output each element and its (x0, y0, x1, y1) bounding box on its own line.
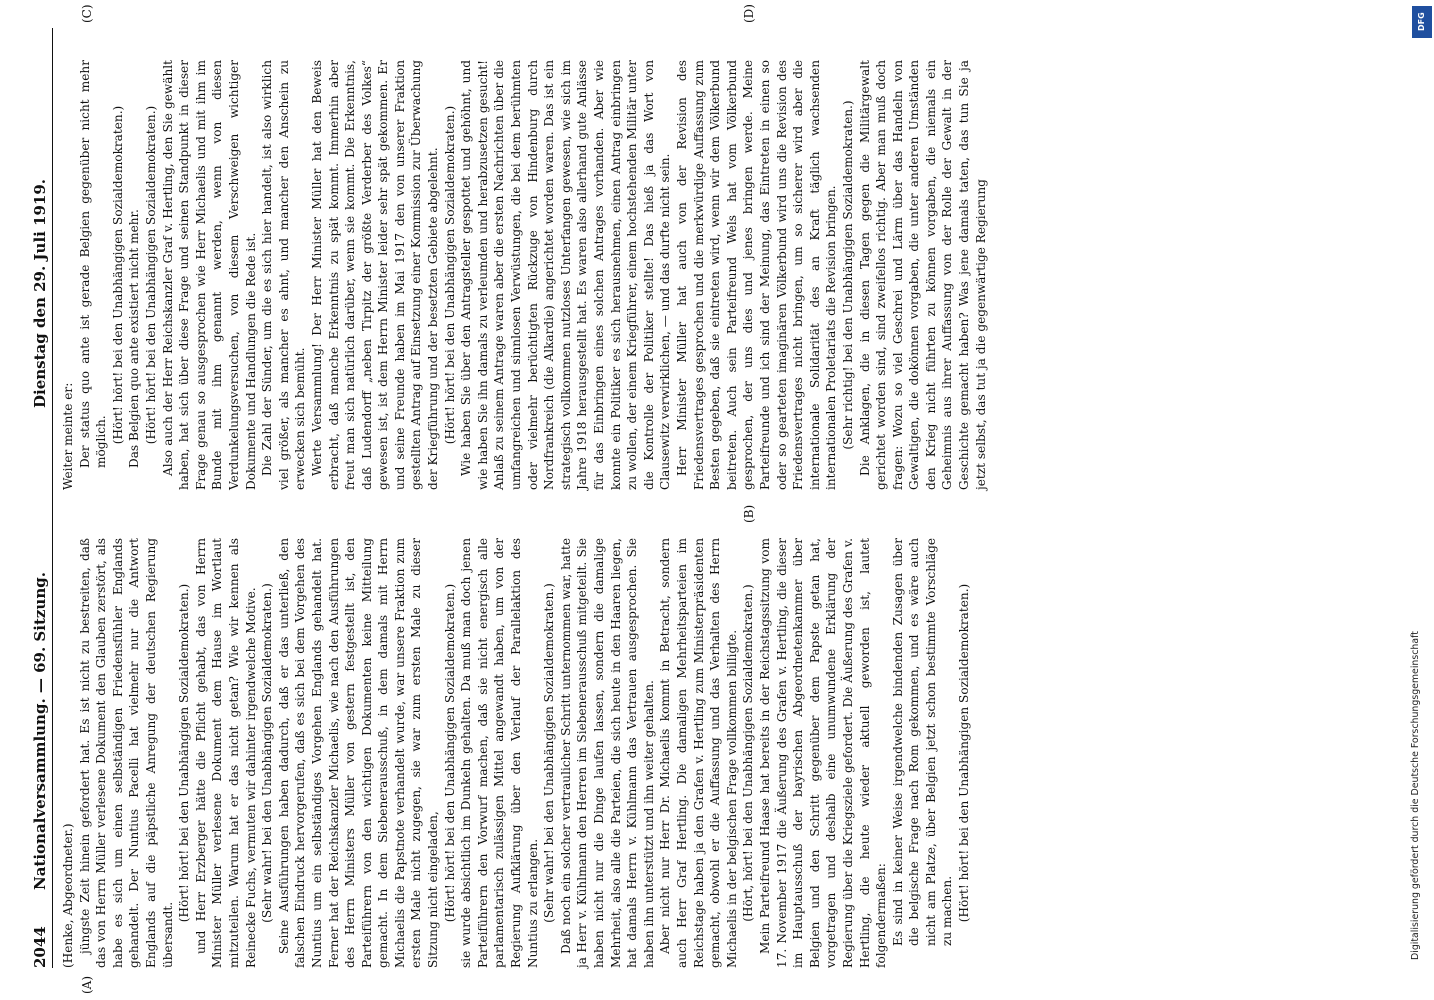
document-page (30, 4, 1418, 994)
paragraph: Also auch der Herr Reichskanzler Graf v. Hertling, den Sie gewählt haben, hat sich über diese Frage und seinen Standpunkt in dieser Frage genau so ausgesprochen wie Herr Michaelis und mit ihm im Bunde mit ihm genannt werden, wenn von diesen Verdunkelungsversuchen, von diesem Verschweigen wichtiger Dokumente und Handlungen die Rede ist. (160, 60, 258, 490)
margin-mark-c: (C) (80, 4, 94, 23)
interjection: (Hört, hört! bei den Unabhängigen Sozialdemokraten.) (741, 584, 756, 922)
interjection: (Hört! hört! bei den Unabhängigen Sozialdemokraten.) (143, 105, 158, 445)
interjection: (Sehr wahr! bei den Unabhängigen Sozialdemokraten.) (260, 583, 275, 923)
quotation: Das Belgien quo ante existiert nicht mehr. (127, 209, 142, 468)
paragraph: Seine Ausführungen haben dadurch, daß er das unterließ, den falschen Eindruck hervorgerufen, daß es sich bei dem Vorgehen des Nuntius um ein selbständiges Vorgehen Englands gehandelt hat. Ferner hat der Reichskanzler Michaelis, wie nach den Ausführungen des Herrn Ministers Müller von gestern festgestellt ist, den Parteiführern von den wichtigen Dokumenten keine Mitteilung gemacht. In dem Siebenerausschuß, in dem damals mit Herrn Michaelis die Papstnote verhandelt wurde, war unsere Fraktion zum ersten Male nicht zugegen, sie war zum ersten Male zu dieser Sitzung nicht eingeladen, (276, 538, 441, 968)
header-left-title: Nationalversammlung. — 69. Sitzung. (31, 572, 49, 890)
page-number: 2044 (31, 926, 49, 968)
right-column (60, 60, 989, 490)
interjection: (Hört! hört! bei den Unabhängigen Sozialdemokraten.) (442, 105, 457, 445)
paragraph: jüngste Zeit hinein gefordert hat. Es ist nicht zu bestreiten, daß das von Herrn Müller verlesene Dokument den Glauben zerstört, als habe es sich um einen selbständigen Friedensfühler Englands gehandelt. Der Nuntius Pacelli hat vielmehr nur die Antwort Englands auf die päpstliche Anregung der deutschen Regierung übersandt. (77, 538, 175, 968)
interjection: (Hört! hört! bei den Unabhängigen Sozialdemokraten.) (442, 583, 457, 923)
header-right-title: Dienstag den 29. Juli 1919. (31, 178, 49, 408)
paragraph: Mein Parteifreund Haase hat bereits in der Reichstagssitzung vom 17. November 1917 die Äußerung des Grafen v. Hertling, die dieser im Hauptausschuß der bayrischen Abgeordnetenkammer über Belgien und den Schritt gegenüber dem Papste getan hat, vorgetragen und deshalb eine unumwundene Erklärung der Regierung über die Kriegsziele gefordert. Die Äußerung des Grafen v. Hertling, die heute wieder aktuell geworden ist, lautet folgendermaßen: (757, 538, 889, 968)
paragraph: Aber nicht nur Herr Dr. Michaelis kommt in Betracht, sondern auch Herr Graf Hertling. Die damaligen Mehrheitsparteien im Reichstage haben ja den Grafen v. Hertling zum Ministerpräsidenten gemacht, obwohl er die Auffassung und das Verhalten des Herrn Michaelis in der belgischen Frage vollkommen billigte. (658, 538, 739, 968)
paragraph: Die Zahl der Sünder, um die es sich hier handelt, ist also wirklich viel größer, als mancher es ahnt, und mancher den Anschein zu erwecken sich bemüht. (260, 60, 308, 490)
paragraph: und Herr Erzberger hätte die Pflicht gehabt, das von Herrn Minister Müller verlesene Dokument dem Hause im Wortlaut mitzuteilen. Warum hat er das nicht getan? Wie wir kennen als Reinecke Fuchs, vermuten wir dahinter irgendwelche Motive. (193, 538, 258, 968)
digitization-credit: Digitalisierung gefördert durch die Deutsche Forschungsgemeinschaft (1410, 631, 1421, 960)
paragraph: sie wurde absichtlich im Dunkeln gehalten. Da muß man doch jenen Parteiführern den Vorwurf machen, daß sie nicht energisch alle parlamentarisch zulässigen Mittel angewandt haben, um von der Regierung Aufklärung über den Verlauf der Parallelaktion des Nuntius zu erlangen. (459, 538, 540, 968)
paragraph: Die Anklagen, die in diesen Tagen gegen die Militärgewalt gerichtet worden sind, sind zweifellos richtig. Aber man muß doch fragen: Wozu so viel Geschrei und Lärm über das Handeln von Gewaltigen, die dokönnen vorgaben, die unter anderen Umständen den Krieg nicht führten zu können vorgaben, die niemals ein Geheimnis aus ihrer Auffassung von der Rolle der Gewalt in der Geschichte gemacht haben? Was jene damals taten, das tun Sie ja jetzt selbst, das tut ja die gegenwärtige Regierung (857, 60, 988, 490)
interjection: (Hört! hört! bei den Unabhängigen Sozialdemokraten.) (110, 105, 125, 445)
digitization-sidebar (1410, 0, 1434, 1000)
margin-mark-d: (D) (742, 4, 756, 23)
paragraph: Daß noch ein solcher vertraulicher Schritt unternommen war, hatte ja Herr v. Kühlmann den Herren im Siebenerausschuß mitgeteilt. Sie haben nicht nur die Dinge laufen lassen, sondern die damalige Mehrheit, also alle die Parteien, die sich heute in den Haaren liegen, hat damals Herrn v. Kühlmann das Vertrauen ausgesprochen. Sie haben ihn unterstützt und ihn weiter gehalten. (558, 538, 656, 968)
paragraph: Wie haben Sie über den Antragsteller gespottet und gehöhnt, und wie haben Sie ihn damals zu verleumden und herabzusetzen gesucht! Anlaß zu seinem Antrage waren aber die ersten Nachrichten über die umfangreichen und sinnlosen Verwüstungen, die bei dem berühmten oder vielmehr berüchtigten Rückzuge von Hindenburg durch Nordfrankreich (die Alkardie) angerichtet worden waren. Das ist ein strategisch vollkommen nutzloses Unterfangen gewesen, wie sich im Jahre 1918 herausgestellt hat. Es waren also allerhand gute Anlässe für das Einbringen eines solchen Antrages vorhanden. Aber wie konnte ein Politiker es sich herausnehmen, einen Antrag einbringen zu wollen, der einem Kriegführer, einem hochstehenden Militär unter die Kontrolle der Politiker stellte! Das hieß ja das Wort von Clausewitz verwirklichen, — und das durfte nicht sein. (459, 60, 673, 490)
quotation: Es sind in keiner Weise irgendwelche bindenden Zusagen über die belgische Frage nach Rom gekommen, und es wäre auch nicht am Platze, über Belgien jetzt schon bestimmte Vorschläge zu machen. (890, 538, 955, 946)
interjection: (Sehr wahr! bei den Unabhängigen Sozialdemokraten.) (542, 583, 557, 923)
margin-mark-a: (A) (80, 975, 94, 994)
speaker-label: (Henke, Abgeordneter.) (61, 823, 75, 968)
margin-mark-b: (B) (742, 504, 756, 523)
page-header (30, 28, 53, 968)
paragraph: Herr Minister Müller hat auch von der Revision des Friedensvertrages gesprochen und die merkwürdige Auffassung zum Besten gegeben, daß sie eintreten wird, wenn wir dem Völkerbund beitreten. Auch sein Parteifreund Wels hat vom Völkerbund gesprochen, der uns dies und jenes bringen werde. Meine Parteifreunde und ich sind der Meinung, das Eintreten in einen so oder so gearteten imaginären Völkerbund wird uns die Revision des Friedensvertrages nicht bringen, um so sicherer wird aber die internationale Solidarität des an Kraft täglich wachsenden internationalen Proletariats die Revision bringen. (674, 60, 839, 490)
interjection: (Sehr richtig! bei den Unabhängigen Sozialdemokraten.) (840, 100, 855, 450)
paragraph: Weiter meinte er: (61, 382, 75, 490)
dfg-logo: DFG (1412, 6, 1432, 38)
quotation: Der status quo ante ist gerade Belgien gegenüber nicht mehr möglich. (77, 60, 109, 468)
interjection: (Hört! hört! bei den Unabhängigen Sozialdemokraten.) (957, 583, 972, 923)
interjection: (Hört! hört! bei den Unabhängigen Sozialdemokraten.) (177, 583, 192, 923)
left-column (60, 538, 973, 968)
paragraph: Werte Versammlung! Der Herr Minister Müller hat den Beweis erbracht, daß manche Erkenntnis zu spät kommt. Immerhin aber freut man sich natürlich darüber, wenn sie kommt. Die Erkenntnis, daß Ludendorff „neben Tirpitz der größte Verderber des Volkes“ gewesen ist, ist dem Herrn Minister leider sehr spät gekommen. Er und seine Freunde haben im Mai 1917 den von unserer Fraktion gestellten Antrag auf Einsetzung einer Kommission zur Überwachung der Kriegführung und der besetzten Gebiete abgelehnt. (309, 60, 441, 490)
